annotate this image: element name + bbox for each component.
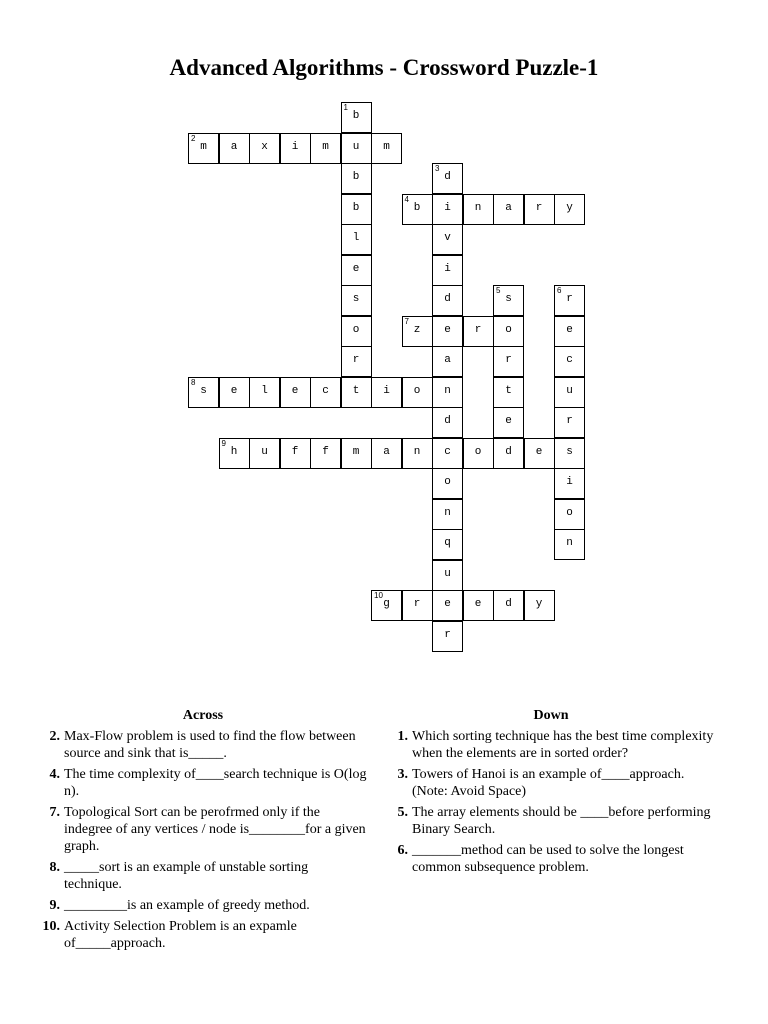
grid-cell (554, 438, 585, 469)
cell-letter: r (505, 354, 512, 366)
cell-letter: o (352, 323, 360, 336)
cell-letter: s (505, 293, 512, 305)
cell-letter: s (352, 293, 360, 305)
grid-cell (341, 346, 372, 377)
cell-letter: a (230, 140, 238, 153)
cell-letter: i (444, 262, 451, 275)
clue-number-label: 7 (404, 316, 409, 326)
grid-cell (554, 377, 585, 408)
cell-letter: r (474, 323, 482, 336)
grid-cell (341, 163, 372, 194)
grid-cell (219, 133, 250, 164)
cell-letter: b (352, 110, 360, 122)
grid-cell (432, 590, 463, 621)
cell-letter: e (352, 262, 360, 275)
cell-letter: r (566, 293, 573, 305)
cell-letter: u (444, 567, 451, 580)
clue-number-label: 2 (191, 133, 196, 143)
clue-down (386, 842, 716, 876)
grid-cell (554, 468, 585, 499)
grid-cell (432, 560, 463, 591)
grid-cell (341, 194, 372, 225)
cell-letter: e (566, 323, 573, 336)
clue-text: Topological Sort can be perofrmed only if the indegree of any vertices / node is________for a given graph. (64, 805, 366, 854)
clue-across (38, 804, 368, 855)
grid-cell (554, 407, 585, 438)
grid-cell (493, 285, 524, 316)
grid-cell (219, 438, 250, 469)
clue-text: The array elements should be ____before performing Binary Search. (412, 805, 711, 837)
clue-across (38, 728, 368, 762)
cell-letter: m (322, 140, 329, 153)
grid-cell (371, 438, 402, 469)
grid-cell (310, 438, 341, 469)
clue-number-label: 10 (374, 591, 383, 600)
cell-letter: b (352, 171, 360, 183)
cell-letter: t (352, 384, 360, 397)
grid-cell (432, 255, 463, 286)
cell-letter: v (444, 232, 451, 244)
cell-letter: n (474, 201, 482, 214)
grid-cell (432, 621, 463, 652)
cell-letter: o (413, 384, 421, 397)
grid-cell (341, 133, 372, 164)
grid-cell (432, 468, 463, 499)
cell-letter: u (261, 445, 268, 458)
clue-number-label: 3 (435, 164, 440, 173)
grid-cell (493, 407, 524, 438)
cell-letter: n (566, 537, 573, 549)
clue-number-label: 8 (191, 377, 196, 387)
cell-letter: n (444, 384, 451, 397)
grid-cell (402, 438, 433, 469)
grid-cell (463, 194, 494, 225)
grid-cell (402, 377, 433, 408)
grid-cell (249, 377, 280, 408)
cell-letter: s (566, 445, 573, 458)
grid-cell (524, 590, 555, 621)
grid-cell (463, 438, 494, 469)
grid-cell (493, 590, 524, 621)
cell-letter: e (505, 415, 512, 427)
cell-letter: r (444, 628, 451, 641)
cell-letter: b (352, 201, 360, 214)
clue-number: 3. (397, 767, 408, 782)
cell-letter: o (505, 323, 512, 336)
grid-cell (432, 529, 463, 560)
cell-letter: c (322, 384, 329, 397)
cell-letter: y (566, 201, 573, 214)
grid-cell (341, 377, 372, 408)
cell-letter: m (200, 140, 207, 153)
grid-cell (554, 346, 585, 377)
clue-across (38, 766, 368, 800)
grid-cell (432, 285, 463, 316)
grid-cell (554, 499, 585, 530)
grid-cell (402, 316, 433, 347)
clue-number: 5. (397, 805, 408, 820)
grid-cell (341, 102, 372, 133)
clue-across (38, 918, 368, 952)
grid-cell (188, 377, 219, 408)
cell-letter: x (261, 140, 268, 153)
grid-cell (280, 438, 311, 469)
clue-across (38, 859, 368, 893)
grid-cell (493, 377, 524, 408)
grid-cell (493, 194, 524, 225)
cell-letter: t (505, 384, 512, 397)
grid-cell (432, 438, 463, 469)
grid-cell (402, 590, 433, 621)
cell-letter: i (444, 201, 451, 214)
grid-cell (249, 133, 280, 164)
clue-number: 9. (49, 898, 60, 913)
cell-letter: r (535, 201, 543, 214)
grid-cell (280, 133, 311, 164)
grid-cell (554, 194, 585, 225)
grid-cell (524, 194, 555, 225)
clue-text: Which sorting technique has the best time complexity when the elements are in sorted order? (412, 729, 714, 761)
grid-cell (493, 346, 524, 377)
cell-letter: s (200, 384, 207, 397)
cell-letter: r (566, 415, 573, 427)
cell-letter: e (474, 598, 482, 610)
grid-cell (554, 316, 585, 347)
across-heading: Across (182, 708, 224, 723)
grid-cell (432, 407, 463, 438)
cell-letter: i (383, 384, 390, 397)
grid-cell (371, 133, 402, 164)
cell-letter: d (444, 415, 451, 427)
cell-letter: m (352, 445, 360, 458)
cell-letter: c (566, 354, 573, 366)
clue-down (386, 728, 716, 762)
clue-number: 1. (397, 729, 408, 744)
grid-cell (310, 377, 341, 408)
clue-number-label: 9 (221, 438, 226, 448)
clue-number: 4. (49, 767, 60, 782)
clue-text: _________is an example of greedy method. (64, 898, 310, 913)
clue-number: 8. (49, 860, 60, 875)
grid-cell (341, 316, 372, 347)
grid-cell (341, 255, 372, 286)
cell-letter: n (413, 445, 421, 458)
cell-letter: m (383, 140, 390, 153)
grid-cell (432, 163, 463, 194)
grid-cell (310, 133, 341, 164)
grid-cell (432, 194, 463, 225)
cell-letter: h (230, 445, 238, 458)
cell-letter: l (352, 232, 360, 244)
clue-text: _______method can be used to solve the longest common subsequence problem. (412, 843, 684, 875)
down-heading: Down (533, 708, 569, 723)
clue-text: The time complexity of____search technique is O(log n). (64, 767, 367, 799)
grid-cell (432, 316, 463, 347)
clue-down (386, 766, 716, 800)
grid-cell (371, 590, 402, 621)
grid-cell (402, 194, 433, 225)
cell-letter: a (505, 201, 512, 214)
clue-text: _____sort is an example of unstable sorting technique. (64, 860, 309, 892)
clue-number: 10. (42, 919, 60, 934)
clue-number: 2. (49, 729, 60, 744)
grid-cell (249, 438, 280, 469)
clue-number: 7. (49, 805, 60, 820)
cell-letter: e (444, 323, 451, 336)
grid-cell (432, 377, 463, 408)
cell-letter: f (322, 445, 329, 458)
grid-cell (280, 377, 311, 408)
clue-number-label: 4 (404, 194, 409, 204)
clue-number-label: 6 (557, 286, 562, 295)
grid-cell (341, 224, 372, 255)
grid-cell (371, 377, 402, 408)
cell-letter: z (413, 323, 421, 336)
cell-letter: d (444, 171, 451, 183)
grid-cell (341, 285, 372, 316)
grid-cell (432, 346, 463, 377)
cell-letter: g (383, 598, 390, 610)
clue-text: Activity Selection Problem is an expamle of_____approach. (64, 919, 297, 951)
cell-letter: d (505, 598, 512, 610)
cell-letter: u (566, 384, 573, 397)
grid-cell (432, 224, 463, 255)
cell-letter: l (261, 384, 268, 397)
cell-letter: e (444, 598, 451, 610)
clue-number-label: 1 (343, 103, 348, 112)
cell-letter: o (566, 506, 573, 519)
page-title: Advanced Algorithms - Crossword Puzzle-1 (169, 55, 599, 80)
grid-cell (341, 438, 372, 469)
grid-cell (524, 438, 555, 469)
cell-letter: u (352, 140, 360, 153)
cell-letter: a (444, 354, 451, 366)
cell-letter: f (291, 445, 299, 458)
cell-letter: i (291, 140, 299, 153)
clue-number-label: 5 (496, 286, 501, 295)
cell-letter: o (474, 445, 482, 458)
cell-letter: y (535, 598, 543, 610)
clue-across (38, 897, 368, 914)
grid-cell (463, 316, 494, 347)
cell-letter: b (413, 201, 421, 214)
down-clues (386, 707, 716, 880)
cell-letter: d (444, 293, 451, 305)
cell-letter: c (444, 445, 451, 458)
grid-cell (554, 285, 585, 316)
cell-letter: d (505, 445, 512, 458)
clue-text: Max-Flow problem is used to find the flow between source and sink that is_____. (64, 729, 356, 761)
cell-letter: i (566, 476, 573, 488)
grid-cell (463, 590, 494, 621)
grid-cell (219, 377, 250, 408)
cell-letter: e (535, 445, 543, 458)
cell-letter: a (383, 445, 390, 458)
grid-cell (493, 438, 524, 469)
grid-cell (432, 499, 463, 530)
cell-letter: e (230, 384, 238, 397)
cell-letter: e (291, 384, 299, 397)
cell-letter: q (444, 537, 451, 549)
grid-cell (493, 316, 524, 347)
clue-number: 6. (397, 843, 408, 858)
cell-letter: o (444, 476, 451, 488)
clue-text: Towers of Hanoi is an example of____approach. (Note: Avoid Space) (412, 767, 685, 799)
grid-cell (188, 133, 219, 164)
across-clues (38, 707, 368, 956)
clue-down (386, 804, 716, 838)
cell-letter: r (352, 354, 360, 366)
cell-letter: n (444, 506, 451, 519)
grid-cell (554, 529, 585, 560)
cell-letter: r (413, 598, 421, 610)
